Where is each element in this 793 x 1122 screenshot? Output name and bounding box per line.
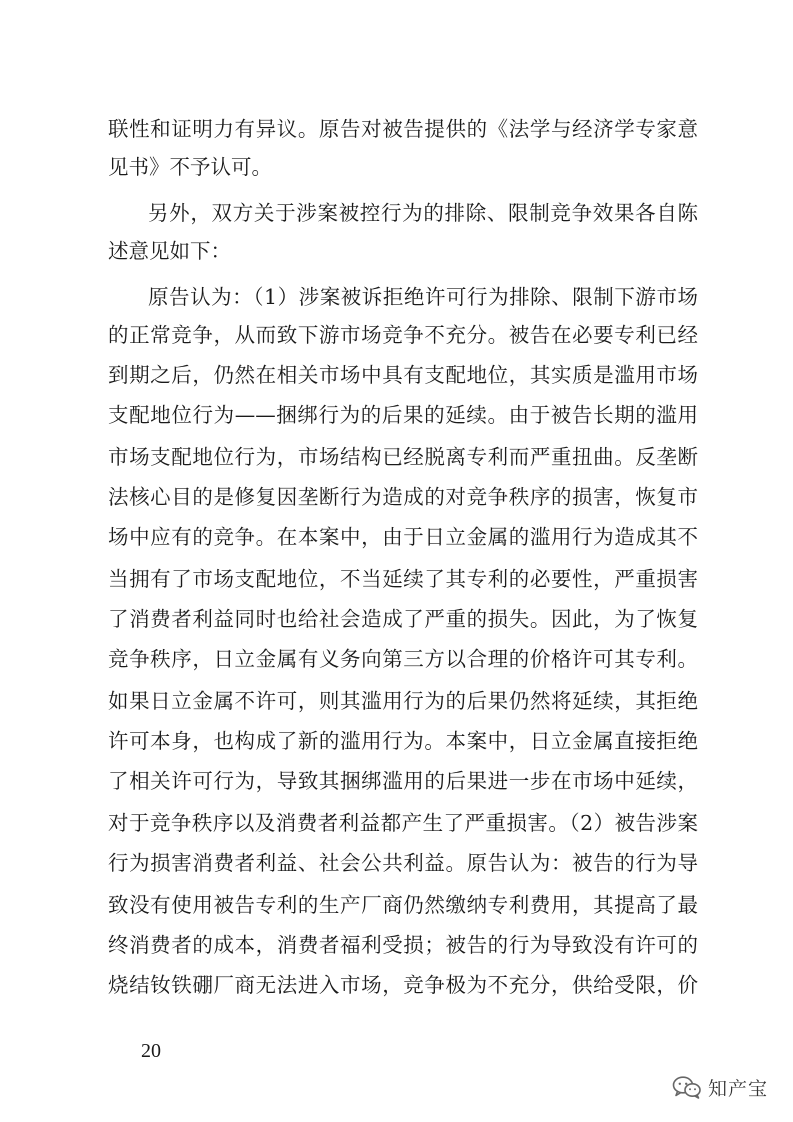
body-line: 烧结钕铁硼厂商无法进入市场，竞争极为不充分，供给受限，价 [108, 973, 698, 997]
watermark [672, 1070, 768, 1104]
body-line: 的正常竞争，从而致下游市场竞争不充分。被告在必要专利已经 [108, 323, 698, 347]
watermark-text: 知产宝 [708, 1077, 769, 1100]
body-line: 支配地位行为——捆绑行为的后果的延续。由于被告长期的滥用 [108, 403, 698, 427]
body-line: 终消费者的成本，消费者福利受损；被告的行为导致没有许可的 [108, 933, 698, 957]
body-line: 见书》不予认可。 [108, 155, 272, 179]
body-line: 场中应有的竞争。在本案中，由于日立金属的滥用行为造成其不 [108, 525, 698, 549]
page-number: 20 [141, 1040, 161, 1062]
body-line: 竞争秩序，日立金属有义务向第三方以合理的价格许可其专利。 [108, 647, 698, 671]
body-line: 法核心目的是修复因垄断行为造成的对竞争秩序的损害，恢复市 [108, 485, 698, 509]
body-line: 原告认为：（1）涉案被诉拒绝许可行为排除、限制下游市场 [148, 285, 698, 309]
body-line: 许可本身，也构成了新的滥用行为。本案中，日立金属直接拒绝 [108, 729, 698, 753]
body-line: 行为损害消费者利益、社会公共利益。原告认为：被告的行为导 [108, 851, 698, 875]
body-line: 联性和证明力有异议。原告对被告提供的《法学与经济学专家意 [108, 117, 698, 141]
body-line: 了消费者利益同时也给社会造成了严重的损失。因此，为了恢复 [108, 607, 698, 631]
body-line: 另外，双方关于涉案被控行为的排除、限制竞争效果各自陈 [148, 201, 698, 225]
body-line: 到期之后，仍然在相关市场中具有支配地位，其实质是滥用市场 [108, 363, 698, 387]
body-line: 致没有使用被告专利的生产厂商仍然缴纳专利费用，其提高了最 [108, 893, 698, 917]
body-line: 对于竞争秩序以及消费者利益都产生了严重损害。（2）被告涉案 [108, 811, 698, 835]
body-line: 述意见如下： [108, 239, 231, 263]
body-line: 当拥有了市场支配地位，不当延续了其专利的必要性，严重损害 [108, 567, 698, 591]
body-line: 市场支配地位行为，市场结构已经脱离专利而严重扭曲。反垄断 [108, 445, 698, 469]
body-line: 了相关许可行为，导致其捆绑滥用的后果进一步在市场中延续， [108, 769, 698, 793]
wechat-icon [672, 1075, 702, 1099]
body-line: 如果日立金属不许可，则其滥用行为的后果仍然将延续，其拒绝 [108, 689, 698, 713]
